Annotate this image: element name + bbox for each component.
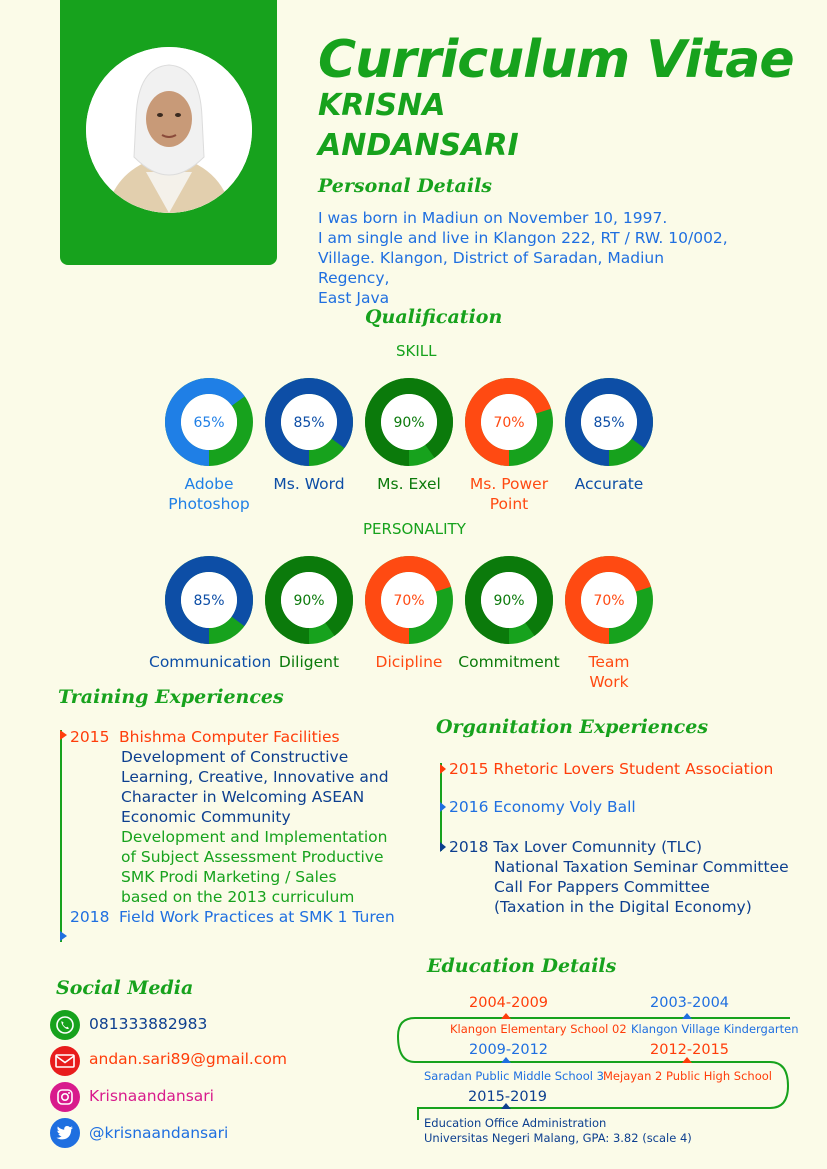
education-year: 2009-2012: [469, 1042, 549, 1058]
donut-percent-label: 70%: [593, 593, 625, 609]
organization-marker: [440, 802, 446, 812]
skills-row: [160, 378, 660, 513]
social-phone[interactable]: 081333882983: [89, 1015, 208, 1033]
organization-detail-line: Call For Pappers Committee: [494, 878, 710, 896]
training-desc-line: Development of Constructive: [121, 748, 349, 766]
personality-row: [149, 556, 680, 691]
donut-percent-label: 85%: [293, 415, 325, 431]
organization-marker: [440, 764, 446, 774]
twitter-icon: [50, 1118, 80, 1148]
training-item-year: 2015: [70, 728, 110, 746]
social-twitter[interactable]: @krisnaandansari: [89, 1124, 229, 1142]
donut-label-line: Ms. Power: [469, 475, 549, 493]
personal-line: I am single and live in Klangon 222, RT / RW. 10/002,: [318, 229, 728, 247]
personal-details-text: [318, 208, 738, 308]
training-description: [121, 827, 387, 907]
organization-item: 2018 Tax Lover Comunnity (TLC): [449, 838, 703, 856]
training-item-title: Field Work Practices at SMK 1 Turen: [119, 908, 395, 926]
donut-chart: [160, 556, 258, 648]
donut-label: [549, 474, 669, 494]
training-timeline-line: [60, 730, 62, 942]
donut-skill-3: [460, 378, 558, 514]
personal-line: East Java: [318, 289, 390, 307]
donut-percent-label: 70%: [393, 593, 425, 609]
last-name: ANDANSARI: [318, 128, 519, 163]
donut-chart: [360, 556, 458, 648]
training-marker: [60, 730, 67, 740]
social-instagram[interactable]: Krisnaandansari: [89, 1087, 214, 1105]
social-email[interactable]: andan.sari89@gmail.com: [89, 1050, 287, 1068]
donut-label-line: Photoshop: [168, 495, 250, 513]
education-school: Mejayan 2 Public High School: [603, 1069, 772, 1083]
education-year: 2003-2004: [650, 995, 730, 1011]
organization-detail-line: (Taxation in the Digital Economy): [494, 898, 752, 916]
first-name: KRISNA: [318, 88, 446, 123]
donut-chart: [260, 378, 358, 470]
donut-chart: [160, 378, 258, 470]
education-year: 2015-2019: [468, 1089, 548, 1105]
social-heading: Social Media: [56, 977, 194, 999]
donut-label-line: Ms. Word: [273, 475, 345, 493]
organization-item: 2015 Rhetoric Lovers Student Association: [449, 760, 774, 778]
personal-line: I was born in Madiun on November 10, 1997.: [318, 209, 668, 227]
donut-label-line: Diligent: [278, 653, 340, 671]
instagram-icon: [50, 1082, 80, 1112]
training-marker: [60, 931, 67, 941]
cv-title: Curriculum Vitae: [318, 30, 794, 90]
personal-line: Village. Klangon, District of Saradan, Madiun Regency,: [318, 249, 665, 287]
donut-percent-label: 90%: [393, 415, 425, 431]
donut-personality-2: [360, 556, 458, 672]
personal-details-heading: Personal Details: [318, 175, 492, 197]
donut-percent-label: 90%: [293, 593, 325, 609]
donut-percent-label: 90%: [493, 593, 525, 609]
education-school-detail: Universitas Negeri Malang, GPA: 3.82 (scale 4): [424, 1131, 692, 1145]
donut-chart: [560, 378, 658, 470]
education-school: Klangon Elementary School 02: [450, 1022, 627, 1036]
education-year: 2012-2015: [650, 1042, 730, 1058]
whatsapp-icon: [50, 1010, 80, 1040]
donut-label-line: Accurate: [574, 475, 644, 493]
organization-item: 2016 Economy Voly Ball: [449, 798, 636, 816]
organization-detail-line: National Taxation Seminar Committee: [494, 858, 789, 876]
organization-marker: [440, 842, 446, 852]
organization-heading: Organitation Experiences: [436, 716, 709, 738]
donut-label-line: Work: [589, 673, 629, 691]
skill-heading: SKILL: [396, 342, 437, 360]
donut-chart: [460, 556, 558, 648]
donut-chart: [460, 378, 558, 470]
donut-label-line: Dicipline: [375, 653, 443, 671]
donut-chart: [560, 556, 658, 648]
donut-personality-4: [560, 556, 658, 692]
donut-personality-3: [460, 556, 558, 672]
donut-label-line: Point: [489, 495, 529, 513]
training-item-title: Bhishma Computer Facilities: [119, 728, 340, 746]
email-icon: [50, 1046, 80, 1076]
training-heading: Training Experiences: [58, 686, 284, 708]
donut-percent-label: 85%: [193, 593, 225, 609]
donut-label-line: Team: [588, 653, 630, 671]
donut-label: [549, 652, 669, 692]
training-item-year: 2018: [70, 908, 110, 926]
education-school: Klangon Village Kindergarten: [631, 1022, 799, 1036]
education-school: Education Office Administration: [424, 1116, 607, 1130]
donut-skill-2: [360, 378, 458, 494]
training-desc-line: based on the 2013 curriculum: [121, 888, 355, 906]
donut-label-line: Commitment: [458, 653, 560, 671]
organization-details: [494, 857, 789, 917]
training-desc-line: of Subject Assessment Productive: [121, 848, 384, 866]
donut-personality-1: [260, 556, 358, 672]
education-heading: Education Details: [427, 955, 617, 977]
donut-percent-label: 85%: [593, 415, 625, 431]
donut-chart: [260, 556, 358, 648]
donut-skill-0: [160, 378, 258, 514]
donut-chart: [360, 378, 458, 470]
training-desc-line: Development and Implementation: [121, 828, 388, 846]
donut-label-line: Communication: [149, 653, 272, 671]
donut-label-line: Adobe: [184, 475, 234, 493]
training-desc-line: Economic Community: [121, 808, 291, 826]
donut-skill-4: [560, 378, 658, 494]
training-description: [121, 747, 389, 827]
donut-percent-label: 70%: [493, 415, 525, 431]
donut-percent-label: 65%: [193, 415, 225, 431]
personality-heading: PERSONALITY: [363, 520, 466, 538]
donut-label-line: Ms. Exel: [377, 475, 441, 493]
training-desc-line: Character in Welcoming ASEAN: [121, 788, 365, 806]
education-school: Saradan Public Middle School 3: [424, 1069, 604, 1083]
training-desc-line: SMK Prodi Marketing / Sales: [121, 868, 337, 886]
education-year: 2004-2009: [469, 995, 549, 1011]
training-desc-line: Learning, Creative, Innovative and: [121, 768, 389, 786]
qualification-heading: Qualification: [365, 306, 503, 328]
donut-skill-1: [260, 378, 358, 494]
profile-photo: [86, 47, 252, 213]
donut-personality-0: [149, 556, 272, 672]
